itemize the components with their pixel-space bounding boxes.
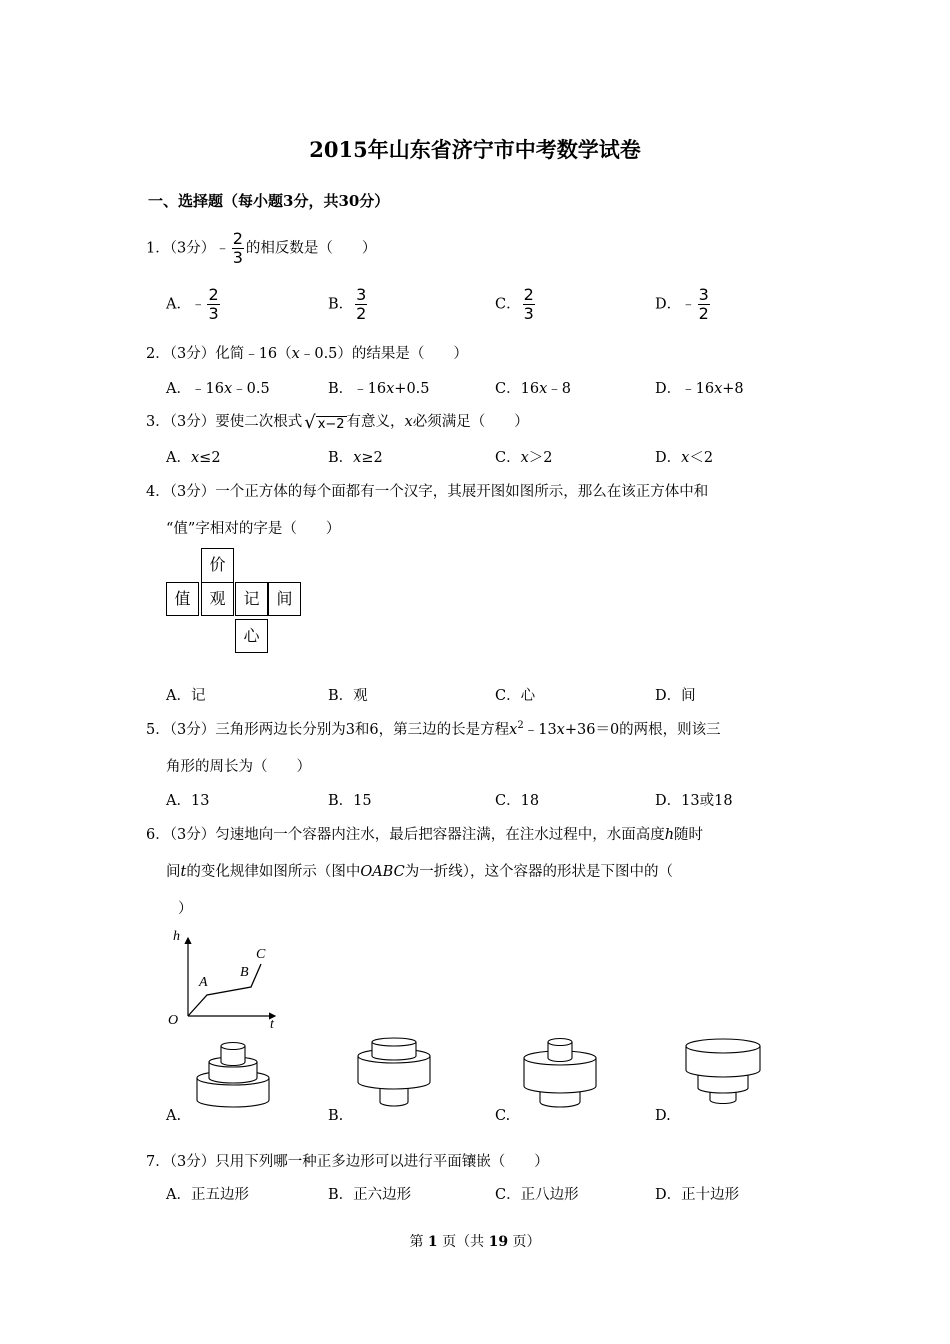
question-5-line-2: 角形的周长为（ ） — [166, 759, 311, 775]
q3-option-c[interactable]: C．x＞2 — [495, 450, 553, 466]
net-cell-3: 记 — [235, 582, 268, 616]
question-5-line-1: 5．（3分）三角形两边长分别为3和6，第三边的长是方程$x^2﹣13x+36=0$的两根，则该三 — [146, 720, 721, 738]
q3-option-b[interactable]: B．x≥2 — [328, 450, 383, 466]
label-t: t — [270, 1017, 274, 1032]
q7-option-a[interactable]: A．正五边形 — [166, 1187, 249, 1203]
question-6-line-2: 间t的变化规律如图所示（图中OABC为一折线），这个容器的形状是下图中的（ — [166, 864, 673, 880]
q1-number: 1．（3分） — [146, 240, 216, 257]
page-footer: 第 1 页（共 19 页） — [409, 1234, 541, 1250]
q1-option-c[interactable]: C． $\frac{2}{3}$ — [495, 285, 534, 323]
q5-option-c[interactable]: C．18 — [495, 793, 540, 809]
q6-option-a[interactable]: A. — [166, 1108, 182, 1124]
question-1: 1．（3分）﹣ $\frac{2}{3}$ 的相反数是（ ） — [146, 229, 377, 267]
q6-option-b[interactable]: B. — [328, 1108, 344, 1124]
q6-option-c[interactable]: C. — [495, 1108, 511, 1124]
question-7: 7．（3分）只用下列哪一种正多边形可以进行平面镶嵌（ ） — [146, 1154, 549, 1170]
label-a: A — [199, 975, 208, 990]
q7-option-b[interactable]: B．正六边形 — [328, 1187, 412, 1203]
q2-option-a[interactable]: A．﹣16x﹣0.5 — [166, 381, 270, 397]
q1-option-a[interactable]: A．﹣ $\frac{2}{3}$ — [166, 285, 219, 323]
net-cell-bottom: 心 — [235, 619, 268, 653]
net-cell-top: 价 — [201, 548, 234, 582]
q2-option-d[interactable]: D．﹣16x+8 — [655, 381, 744, 397]
page-number: 1 — [427, 1234, 438, 1250]
container-d-figure — [680, 1036, 766, 1114]
label-o: O — [168, 1013, 179, 1028]
q1-option-b[interactable]: B． $\frac{3}{2}$ — [328, 285, 367, 323]
page-total: 19 — [488, 1234, 509, 1250]
label-b: B — [240, 965, 249, 980]
q2-option-c[interactable]: C．16x﹣8 — [495, 381, 571, 397]
net-cell-1: 值 — [166, 582, 199, 616]
q7-option-d[interactable]: D．正十边形 — [655, 1187, 740, 1203]
q2-option-b[interactable]: B．﹣16x+0.5 — [328, 381, 430, 397]
oabc-polyline — [188, 964, 261, 1016]
q5-option-d[interactable]: D．13或18 — [655, 793, 733, 809]
container-a-figure — [190, 1036, 276, 1114]
water-height-graph — [160, 924, 285, 1034]
q5-option-a[interactable]: A．13 — [166, 793, 210, 809]
container-b-figure — [352, 1036, 436, 1114]
q7-option-c[interactable]: C．正八边形 — [495, 1187, 579, 1203]
q4-option-a[interactable]: A．记 — [166, 688, 206, 704]
q1-option-d[interactable]: D．﹣ $\frac{3}{2}$ — [655, 285, 709, 323]
label-h: h — [173, 929, 180, 944]
q3-option-d[interactable]: D．x＜2 — [655, 450, 714, 466]
label-c: C — [256, 947, 266, 962]
net-cell-2: 观 — [201, 582, 234, 616]
question-3: 3．（3分）要使二次根式 √ x−2 有意义，x必须满足（ ） — [146, 411, 529, 433]
question-2: 2．（3分）化简﹣16（x﹣0.5）的结果是（ ） — [146, 346, 468, 362]
net-cell-4: 间 — [268, 582, 301, 616]
question-6-line-1: 6．（3分）匀速地向一个容器内注水，最后把容器注满，在注水过程中，水面高度h随时 — [146, 827, 704, 843]
q4-option-d[interactable]: D．间 — [655, 688, 696, 704]
q5-option-b[interactable]: B．15 — [328, 793, 372, 809]
q6-option-d[interactable]: D. — [655, 1108, 671, 1124]
section-heading: 一、选择题（每小题3分，共30分） — [148, 192, 390, 210]
container-c-figure — [518, 1036, 602, 1114]
question-4-line-1: 4．（3分）一个正方体的每个面都有一个汉字，其展开图如图所示，那么在该正方体中和 — [146, 484, 709, 500]
q3-option-a[interactable]: A．x≤2 — [166, 450, 221, 466]
q4-option-b[interactable]: B．观 — [328, 688, 368, 704]
question-4-line-2: “值”字相对的字是（ ） — [166, 521, 341, 537]
page-title: 2015年山东省济宁市中考数学试卷 — [309, 137, 641, 162]
q4-option-c[interactable]: C．心 — [495, 688, 536, 704]
q1-fraction: $\frac{2}{3}$ — [232, 229, 243, 267]
question-6-line-3: ） — [178, 901, 193, 917]
square-root-expression: √ x−2 — [304, 411, 345, 433]
